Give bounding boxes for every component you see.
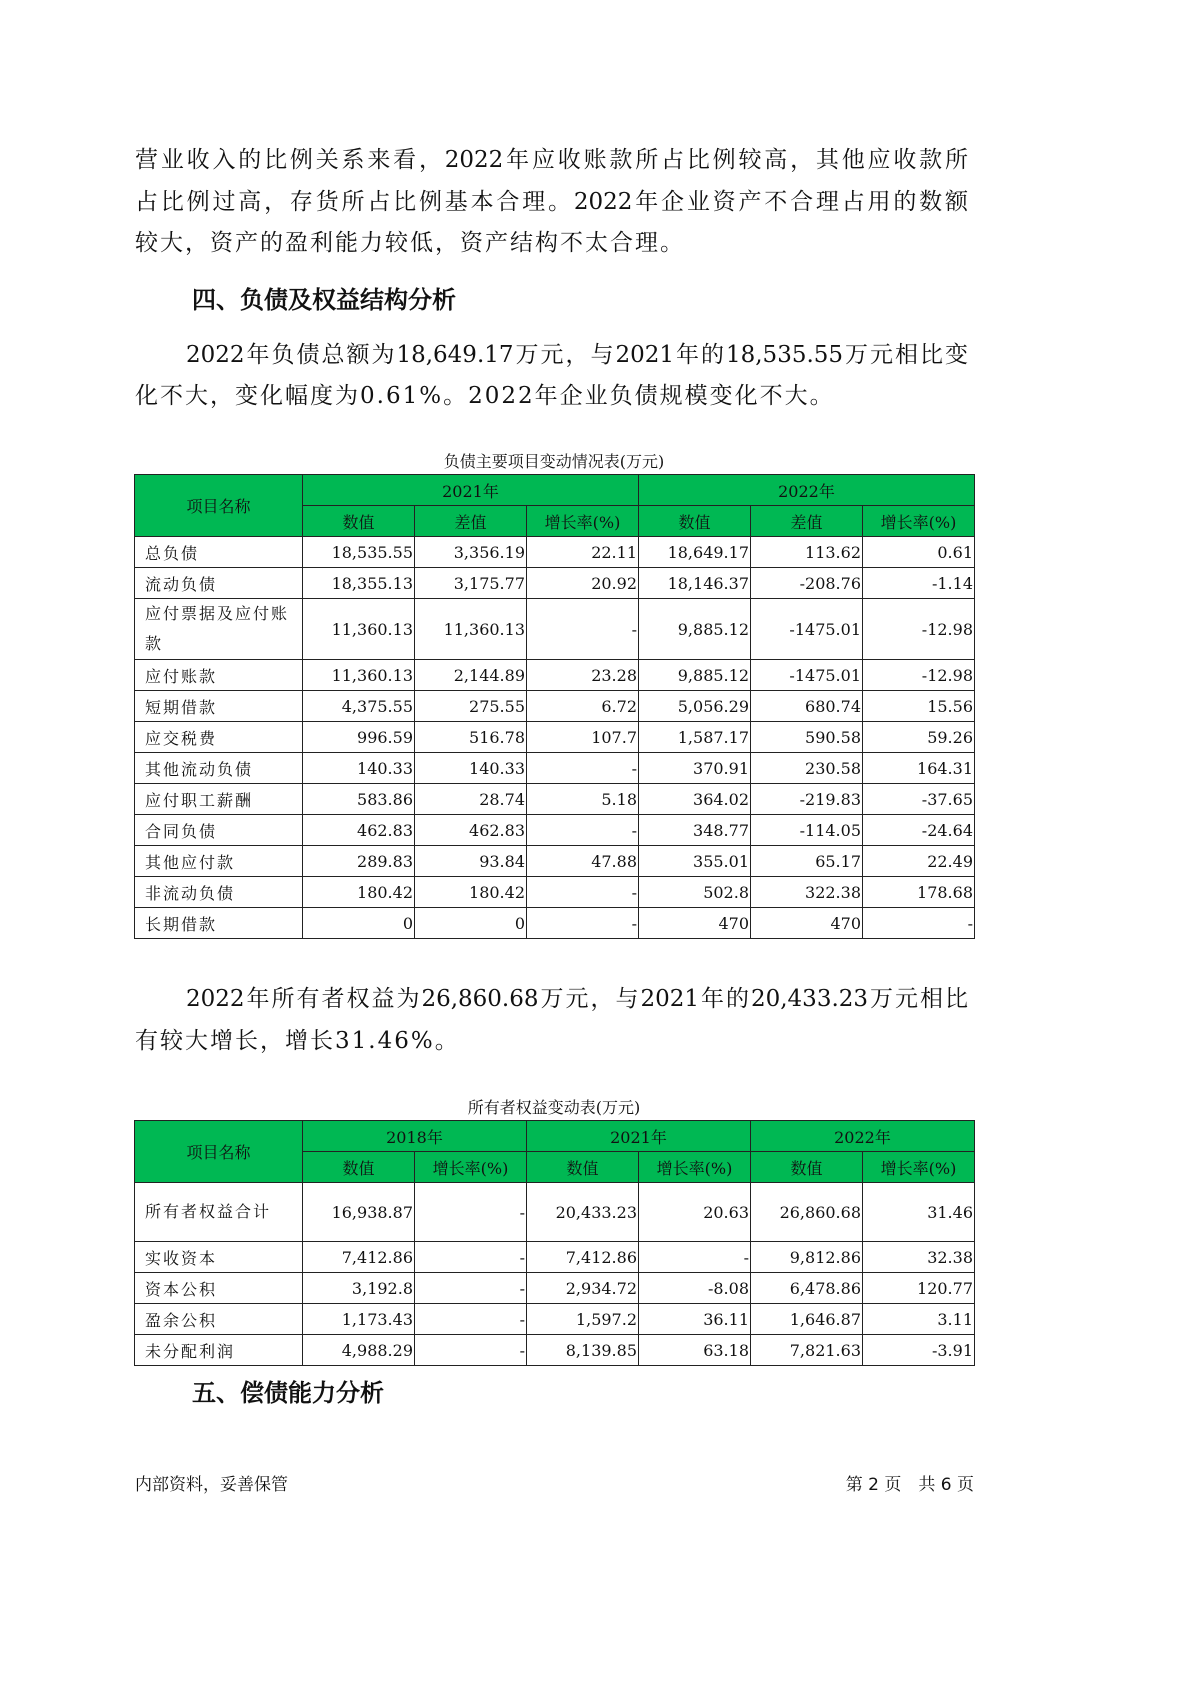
row-label: 短期借款 <box>135 691 303 722</box>
cell-value: - <box>415 1183 527 1242</box>
table-row <box>135 1304 975 1335</box>
cell-value: 8,139.85 <box>527 1335 639 1366</box>
cell-value: 28.74 <box>415 784 527 815</box>
cell-value: 1,646.87 <box>751 1304 863 1335</box>
subcolumn-header: 数值 <box>303 506 415 537</box>
row-label: 应付职工薪酬 <box>135 784 303 815</box>
table-row <box>135 537 975 568</box>
cell-value: 18,535.55 <box>303 537 415 568</box>
paragraph-line: 2022年所有者权益为26,860.68万元，与2021年的20,433.23万元相比 <box>186 986 968 1012</box>
cell-value: 1,587.17 <box>639 722 751 753</box>
paragraph-line: 营业收入的比例关系来看，2022年应收账款所占比例较高，其他应收款所 <box>135 147 968 173</box>
liabilities-table <box>134 474 975 939</box>
cell-value: 0 <box>415 908 527 939</box>
row-label: 其他应付款 <box>135 846 303 877</box>
cell-value: -1475.01 <box>751 660 863 691</box>
subcolumn-header: 增长率(%) <box>415 1152 527 1183</box>
cell-value: 107.7 <box>527 722 639 753</box>
cell-value: -1475.01 <box>751 599 863 660</box>
cell-value: 9,885.12 <box>639 660 751 691</box>
cell-value: -3.91 <box>863 1335 975 1366</box>
cell-value: 502.8 <box>639 877 751 908</box>
year-header: 2021年 <box>303 475 639 506</box>
subcolumn-header: 增长率(%) <box>863 1152 975 1183</box>
table-row <box>135 1242 975 1273</box>
row-label: 未分配利润 <box>135 1335 303 1366</box>
subcolumn-header: 数值 <box>303 1152 415 1183</box>
equity-table <box>134 1120 975 1366</box>
year-header: 2021年 <box>527 1121 751 1152</box>
cell-value: 348.77 <box>639 815 751 846</box>
cell-value: - <box>415 1304 527 1335</box>
cell-value: - <box>527 599 639 660</box>
cell-value: -24.64 <box>863 815 975 846</box>
table-row <box>135 660 975 691</box>
cell-value: 63.18 <box>639 1335 751 1366</box>
cell-value: 7,412.86 <box>527 1242 639 1273</box>
cell-value: 3,356.19 <box>415 537 527 568</box>
cell-value: 180.42 <box>415 877 527 908</box>
cell-value: 32.38 <box>863 1242 975 1273</box>
cell-value: 0.61 <box>863 537 975 568</box>
cell-value: 996.59 <box>303 722 415 753</box>
cell-value: 22.11 <box>527 537 639 568</box>
table-row <box>135 1335 975 1366</box>
cell-value: 3,192.8 <box>303 1273 415 1304</box>
cell-value: - <box>527 877 639 908</box>
cell-value: 370.91 <box>639 753 751 784</box>
cell-value: -1.14 <box>863 568 975 599</box>
column-header: 项目名称 <box>135 1121 303 1183</box>
table-row <box>135 784 975 815</box>
page-number: 第 2 页 共 6 页 <box>845 1475 974 1495</box>
table-row <box>135 1273 975 1304</box>
paragraph-line: 占比例过高，存货所占比例基本合理。2022年企业资产不合理占用的数额 <box>135 189 968 215</box>
cell-value: 0 <box>303 908 415 939</box>
row-label: 其他流动负债 <box>135 753 303 784</box>
year-header: 2018年 <box>303 1121 527 1152</box>
cell-value: 583.86 <box>303 784 415 815</box>
paragraph-line: 有较大增长，增长31.46%。 <box>135 1028 460 1054</box>
row-label: 流动负债 <box>135 568 303 599</box>
cell-value: 31.46 <box>863 1183 975 1242</box>
cell-value: 11,360.13 <box>303 660 415 691</box>
footer-note: 内部资料，妥善保管 <box>135 1475 288 1495</box>
cell-value: -114.05 <box>751 815 863 846</box>
cell-value: 93.84 <box>415 846 527 877</box>
table-row <box>135 846 975 877</box>
cell-value: 20.63 <box>639 1183 751 1242</box>
cell-value: - <box>639 1242 751 1273</box>
cell-value: 5,056.29 <box>639 691 751 722</box>
cell-value: 6.72 <box>527 691 639 722</box>
cell-value: 2,144.89 <box>415 660 527 691</box>
cell-value: -12.98 <box>863 599 975 660</box>
cell-value: 164.31 <box>863 753 975 784</box>
subcolumn-header: 增长率(%) <box>639 1152 751 1183</box>
table-row <box>135 815 975 846</box>
cell-value: 65.17 <box>751 846 863 877</box>
cell-value: 20.92 <box>527 568 639 599</box>
table-row <box>135 599 975 660</box>
cell-value: 20,433.23 <box>527 1183 639 1242</box>
subcolumn-header: 数值 <box>527 1152 639 1183</box>
row-label: 所有者权益合计 <box>135 1183 303 1242</box>
paragraph-line: 化不大，变化幅度为0.61%。2022年企业负债规模变化不大。 <box>135 383 835 409</box>
cell-value: - <box>415 1273 527 1304</box>
table-row <box>135 753 975 784</box>
cell-value: - <box>527 908 639 939</box>
row-label: 实收资本 <box>135 1242 303 1273</box>
subcolumn-header: 数值 <box>751 1152 863 1183</box>
cell-value: - <box>863 908 975 939</box>
subcolumn-header: 差值 <box>415 506 527 537</box>
cell-value: 22.49 <box>863 846 975 877</box>
cell-value: 275.55 <box>415 691 527 722</box>
cell-value: 364.02 <box>639 784 751 815</box>
cell-value: 18,649.17 <box>639 537 751 568</box>
table-row <box>135 568 975 599</box>
cell-value: 470 <box>751 908 863 939</box>
cell-value: 1,597.2 <box>527 1304 639 1335</box>
subcolumn-header: 数值 <box>639 506 751 537</box>
cell-value: 4,988.29 <box>303 1335 415 1366</box>
cell-value: - <box>415 1242 527 1273</box>
cell-value: 11,360.13 <box>303 599 415 660</box>
paragraph-line: 较大，资产的盈利能力较低，资产结构不太合理。 <box>135 230 685 256</box>
cell-value: - <box>415 1335 527 1366</box>
year-header: 2022年 <box>639 475 975 506</box>
cell-value: 462.83 <box>303 815 415 846</box>
row-label: 合同负债 <box>135 815 303 846</box>
cell-value: - <box>527 815 639 846</box>
table-caption: 所有者权益变动表(万元) <box>467 1098 641 1117</box>
subcolumn-header: 差值 <box>751 506 863 537</box>
cell-value: 4,375.55 <box>303 691 415 722</box>
row-label: 应交税费 <box>135 722 303 753</box>
cell-value: 18,146.37 <box>639 568 751 599</box>
cell-value: 178.68 <box>863 877 975 908</box>
row-label: 非流动负债 <box>135 877 303 908</box>
cell-value: 516.78 <box>415 722 527 753</box>
table-row <box>135 722 975 753</box>
cell-value: 9,812.86 <box>751 1242 863 1273</box>
subcolumn-header: 增长率(%) <box>863 506 975 537</box>
row-label: 盈余公积 <box>135 1304 303 1335</box>
cell-value: - <box>527 753 639 784</box>
cell-value: 6,478.86 <box>751 1273 863 1304</box>
row-label: 应付票据及应付账款 <box>135 599 303 660</box>
paragraph-line: 2022年负债总额为18,649.17万元，与2021年的18,535.55万元相比变 <box>186 342 968 368</box>
row-label: 长期借款 <box>135 908 303 939</box>
cell-value: 470 <box>639 908 751 939</box>
cell-value: 9,885.12 <box>639 599 751 660</box>
cell-value: 289.83 <box>303 846 415 877</box>
table-caption: 负债主要项目变动情况表(万元) <box>443 452 665 471</box>
cell-value: 590.58 <box>751 722 863 753</box>
subcolumn-header: 增长率(%) <box>527 506 639 537</box>
cell-value: 680.74 <box>751 691 863 722</box>
cell-value: 47.88 <box>527 846 639 877</box>
cell-value: 2,934.72 <box>527 1273 639 1304</box>
cell-value: 11,360.13 <box>415 599 527 660</box>
cell-value: 322.38 <box>751 877 863 908</box>
cell-value: 18,355.13 <box>303 568 415 599</box>
row-label: 应付账款 <box>135 660 303 691</box>
cell-value: -208.76 <box>751 568 863 599</box>
cell-value: 15.56 <box>863 691 975 722</box>
cell-value: 140.33 <box>303 753 415 784</box>
column-header: 项目名称 <box>135 475 303 537</box>
cell-value: 36.11 <box>639 1304 751 1335</box>
cell-value: -12.98 <box>863 660 975 691</box>
cell-value: 180.42 <box>303 877 415 908</box>
table-row <box>135 691 975 722</box>
cell-value: 230.58 <box>751 753 863 784</box>
table-row <box>135 1183 975 1242</box>
cell-value: 355.01 <box>639 846 751 877</box>
year-header: 2022年 <box>751 1121 975 1152</box>
table-row <box>135 908 975 939</box>
cell-value: -37.65 <box>863 784 975 815</box>
row-label: 资本公积 <box>135 1273 303 1304</box>
cell-value: 5.18 <box>527 784 639 815</box>
cell-value: 120.77 <box>863 1273 975 1304</box>
cell-value: 1,173.43 <box>303 1304 415 1335</box>
cell-value: 59.26 <box>863 722 975 753</box>
cell-value: 23.28 <box>527 660 639 691</box>
table-row <box>135 877 975 908</box>
cell-value: -219.83 <box>751 784 863 815</box>
section-heading: 四、负债及权益结构分析 <box>192 286 456 314</box>
cell-value: 140.33 <box>415 753 527 784</box>
cell-value: 3,175.77 <box>415 568 527 599</box>
cell-value: 7,412.86 <box>303 1242 415 1273</box>
cell-value: 113.62 <box>751 537 863 568</box>
section-heading: 五、偿债能力分析 <box>192 1379 384 1407</box>
cell-value: 3.11 <box>863 1304 975 1335</box>
cell-value: 16,938.87 <box>303 1183 415 1242</box>
cell-value: 462.83 <box>415 815 527 846</box>
row-label: 总负债 <box>135 537 303 568</box>
cell-value: 26,860.68 <box>751 1183 863 1242</box>
cell-value: -8.08 <box>639 1273 751 1304</box>
cell-value: 7,821.63 <box>751 1335 863 1366</box>
